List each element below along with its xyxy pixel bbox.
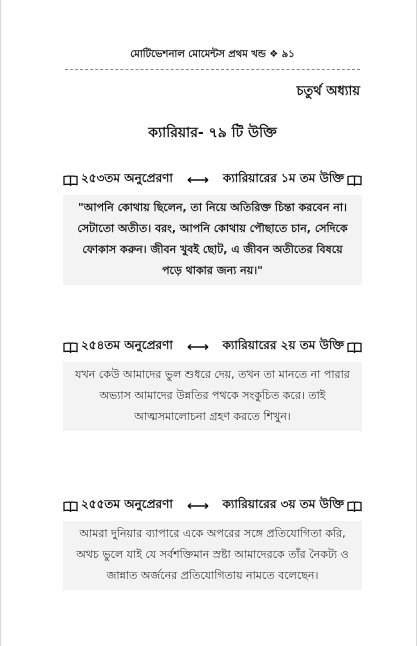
section-title: ক্যারিয়ার- ৭৯ টি উক্তি [148,125,277,141]
quote-line: জান্নাত অর্জনের প্রতিযোগিতায় নামতে বলেছেন। [106,569,319,582]
quote-line: অভ্যাস আমাদের উন্নতির পথকে সংকুচিত করে। তাই [99,389,326,402]
double-arrow-icon [187,176,209,184]
quote-line: ফোকাস করুন। জীবন খুবই ছোট, এ জীবন অতীতের বিষয়ে [82,243,343,256]
inspiration-number: ২৫৫তম অনুপ্রেরণা [81,497,173,511]
quote-line: পড়ে থাকার জন্য নয়।" [162,264,263,277]
open-book-icon [347,501,362,512]
chapter-title: চতুর্থ অধ্যায় [296,84,360,99]
open-book-icon [347,175,362,186]
quote-line: সেটাতো অতীত। বরং, আপনি কোথায় পৌছাতে চান, সেদিকে [77,222,348,235]
double-arrow-icon [187,343,209,351]
open-book-icon [63,501,78,512]
quote-block-2 [63,337,362,431]
quote-block-1 [63,170,362,285]
quote-heading [63,496,362,516]
inspiration-number: ২৫৩তম অনুপ্রেরণা [81,171,173,185]
career-quote-number: ক্যারিয়ারের ২য় তম উক্তি [222,338,344,352]
quote-line: "আপনি কোথায় ছিলেন, তা নিয়ে অতিরিক্ত চিন্তা করবেন না। [78,201,347,214]
quote-line: যখন কেউ আমাদের ভুল শুধরে দেয়, তখন তা মানতে না পারার [75,368,350,381]
career-quote-number: ক্যারিয়ারের ১ম তম উক্তি [222,171,344,185]
inspiration-number: ২৫৪তম অনুপ্রেরণা [81,338,173,352]
quote-line: আত্মসমালোচনা গ্রহণ করতে শিখুন। [134,410,291,423]
quote-block-3 [63,496,362,590]
career-quote-number: ক্যারিয়ারের ৩য় তম উক্তি [222,497,344,511]
quote-text [63,195,362,285]
double-arrow-icon [187,502,209,510]
quote-text [63,362,362,431]
quote-line: আমরা দুনিয়ার ব্যাপারে একে অপরের সঙ্গে প্রতিযোগিতা করি, [79,527,346,540]
quote-heading [63,337,362,357]
header-rule [65,69,360,70]
quote-text [63,521,362,590]
running-header: মোটিভেশনাল মোমেন্টস প্রথম খন্ড ❖ ৯১ [130,49,295,60]
quote-heading [63,170,362,190]
open-book-icon [63,175,78,186]
open-book-icon [347,342,362,353]
quote-line: অথচ ভুলে যাই যে সর্বশক্তিমান স্রষ্টা আমাদেরকে তাঁর নৈকট্য ও [76,548,349,561]
open-book-icon [63,342,78,353]
